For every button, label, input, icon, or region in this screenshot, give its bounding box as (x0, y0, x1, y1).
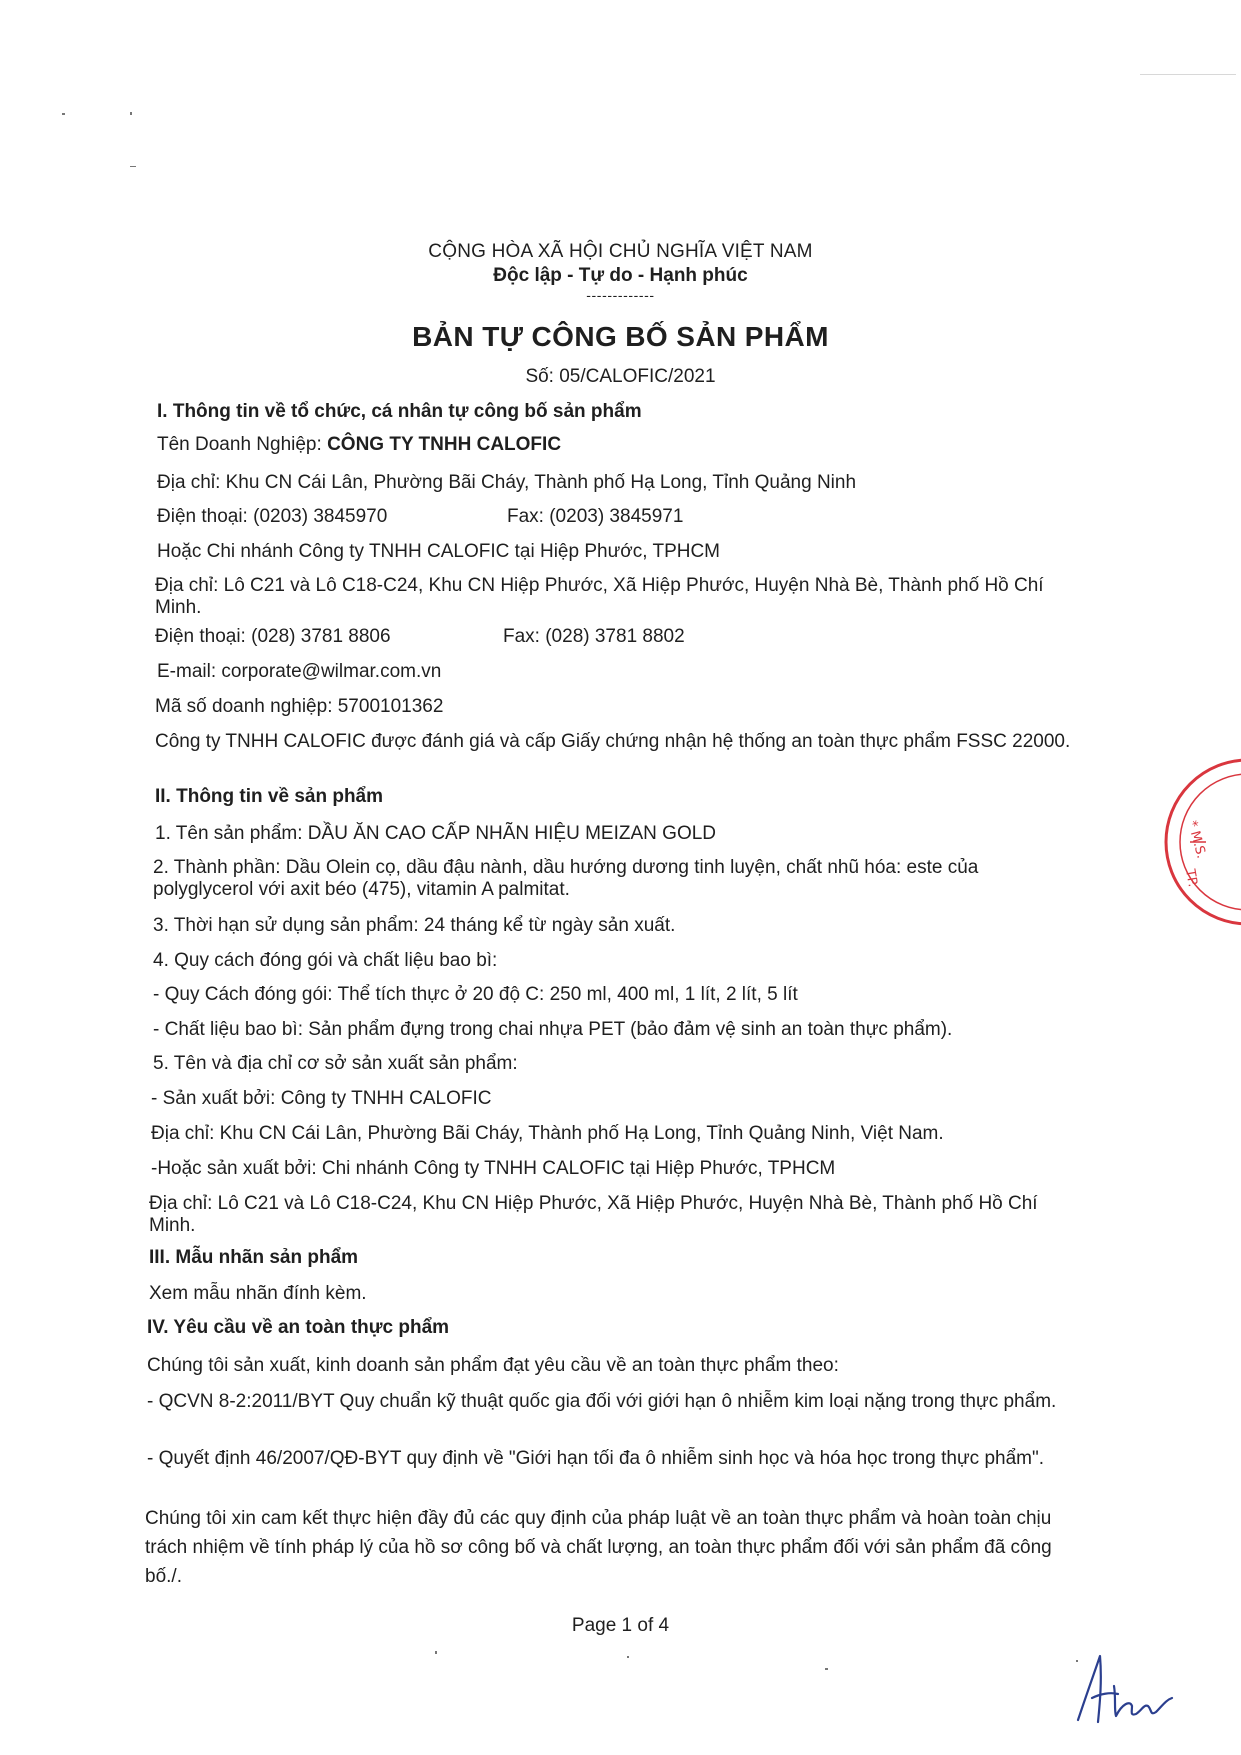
phone-1: Điện thoại: (0203) 3845970 (157, 506, 388, 527)
packaging-material: - Chất liệu bao bì: Sản phẩm đựng trong chai nhựa PET (bảo đảm vệ sinh an toàn thực phẩm). (153, 1019, 953, 1040)
address-2: Địa chỉ: Lô C21 và Lô C18-C24, Khu CN Hiệp Phước, Xã Hiệp Phước, Huyện Nhà Bè, Thành phố Hồ Chí Minh. (155, 575, 1044, 618)
scan-speck (130, 166, 136, 167)
packaging-heading: 4. Quy cách đóng gói và chất liệu bao bì: (153, 950, 498, 971)
national-motto: Độc lập - Tự do - Hạnh phúc (493, 265, 748, 286)
branch-line: Hoặc Chi nhánh Công ty TNHH CALOFIC tại Hiệp Phước, TPHCM (157, 541, 721, 562)
packaging-volume: - Quy Cách đóng gói: Thể tích thực ở 20 độ C: 250 ml, 400 ml, 1 lít, 2 lít, 5 lít (153, 984, 798, 1005)
company-stamp-icon (1148, 752, 1241, 932)
scan-edge-line (1140, 74, 1236, 75)
manufacturer-2: -Hoặc sản xuất bởi: Chi nhánh Công ty TNHH CALOFIC tại Hiệp Phước, TPHCM (151, 1158, 836, 1179)
nation-name: CỘNG HÒA XÃ HỘI CHỦ NGHĨA VIỆT NAM (428, 241, 813, 262)
label-note: Xem mẫu nhãn đính kèm. (149, 1283, 367, 1304)
manufacturer-heading: 5. Tên và địa chỉ cơ sở sản xuất sản phẩm: (153, 1053, 518, 1074)
company-name: CÔNG TY TNHH CALOFIC (327, 434, 562, 455)
contact-line-2 (155, 626, 685, 648)
shelf-life: 3. Thời hạn sử dụng sản phẩm: 24 tháng kể từ ngày sản xuất. (153, 915, 676, 936)
contact-line-1 (157, 506, 684, 528)
phone-2: Điện thoại: (028) 3781 8806 (155, 626, 391, 647)
scan-speck (62, 113, 65, 115)
svg-text:* M.S.: * M.S. (1184, 819, 1209, 861)
section-1-heading: I. Thông tin về tổ chức, cá nhân tự công bố sản phẩm (157, 401, 642, 422)
requirement-1: - QCVN 8-2:2011/BYT Quy chuẩn kỹ thuật quốc gia đối với giới hạn ô nhiễm kim loại nặng trong thực phẩm. (147, 1391, 1057, 1412)
scan-speck (627, 1656, 629, 1658)
ingredients: 2. Thành phần: Dầu Olein cọ, dầu đậu nành, dầu hướng dương tinh luyện, chất nhũ hóa: este của polyglycerol với axit béo (475), vitamin A palmitat. (153, 857, 979, 900)
fax-1: Fax: (0203) 3845971 (507, 506, 684, 527)
manufacturer-1: - Sản xuất bởi: Công ty TNHH CALOFIC (151, 1088, 492, 1109)
email-line: E-mail: corporate@wilmar.com.vn (157, 661, 442, 682)
tax-code-line: Mã số doanh nghiệp: 5700101362 (155, 696, 444, 717)
signature-icon (1070, 1650, 1180, 1730)
header-divider: ------------- (586, 287, 655, 303)
document-title: BẢN TỰ CÔNG BỐ SẢN PHẨM (412, 321, 829, 352)
national-header (0, 240, 1241, 302)
requirement-2: - Quyết định 46/2007/QĐ-BYT quy định về "Giới hạn tối đa ô nhiễm sinh học và hóa học trong thực phẩm". (147, 1448, 1044, 1469)
fax-2: Fax: (028) 3781 8802 (503, 626, 685, 647)
section-2-heading: II. Thông tin về sản phẩm (155, 786, 384, 807)
svg-text:TP.: TP. (1182, 868, 1200, 889)
certification-line: Công ty TNHH CALOFIC được đánh giá và cấp Giấy chứng nhận hệ thống an toàn thực phẩm FSSC 22000. (155, 731, 1071, 752)
scan-speck (435, 1651, 437, 1654)
manufacturer-1-address: Địa chỉ: Khu CN Cái Lân, Phường Bãi Cháy, Thành phố Hạ Long, Tỉnh Quảng Ninh, Việt Nam. (151, 1123, 944, 1144)
address-1: Địa chỉ: Khu CN Cái Lân, Phường Bãi Cháy, Thành phố Hạ Long, Tỉnh Quảng Ninh (157, 472, 857, 493)
product-name: 1. Tên sản phẩm: DẦU ĂN CAO CẤP NHÃN HIỆU MEIZAN GOLD (155, 823, 717, 844)
document-number: Số: 05/CALOFIC/2021 (525, 366, 716, 387)
safety-intro: Chúng tôi sản xuất, kinh doanh sản phẩm đạt yêu cầu về an toàn thực phẩm theo: (147, 1355, 839, 1376)
scan-speck (825, 1668, 828, 1670)
commitment-paragraph: Chúng tôi xin cam kết thực hiện đầy đủ các quy định của pháp luật về an toàn thực phẩm và hoàn toàn chịu trách nhiệm về tính pháp lý của hồ sơ công bố và chất lượng, an toàn thực phẩm đối với sản phẩm đã công bố./. (145, 1508, 1052, 1587)
section-3-heading: III. Mẫu nhãn sản phẩm (149, 1247, 359, 1268)
page-number: Page 1 of 4 (571, 1615, 670, 1636)
company-line (157, 434, 561, 456)
scan-speck (130, 112, 132, 115)
manufacturer-2-address: Địa chỉ: Lô C21 và Lô C18-C24, Khu CN Hiệp Phước, Xã Hiệp Phước, Huyện Nhà Bè, Thành phố Hồ Chí Minh. (149, 1193, 1038, 1236)
company-label: Tên Doanh Nghiệp: (157, 434, 328, 455)
section-4-heading: IV. Yêu cầu về an toàn thực phẩm (147, 1317, 450, 1338)
